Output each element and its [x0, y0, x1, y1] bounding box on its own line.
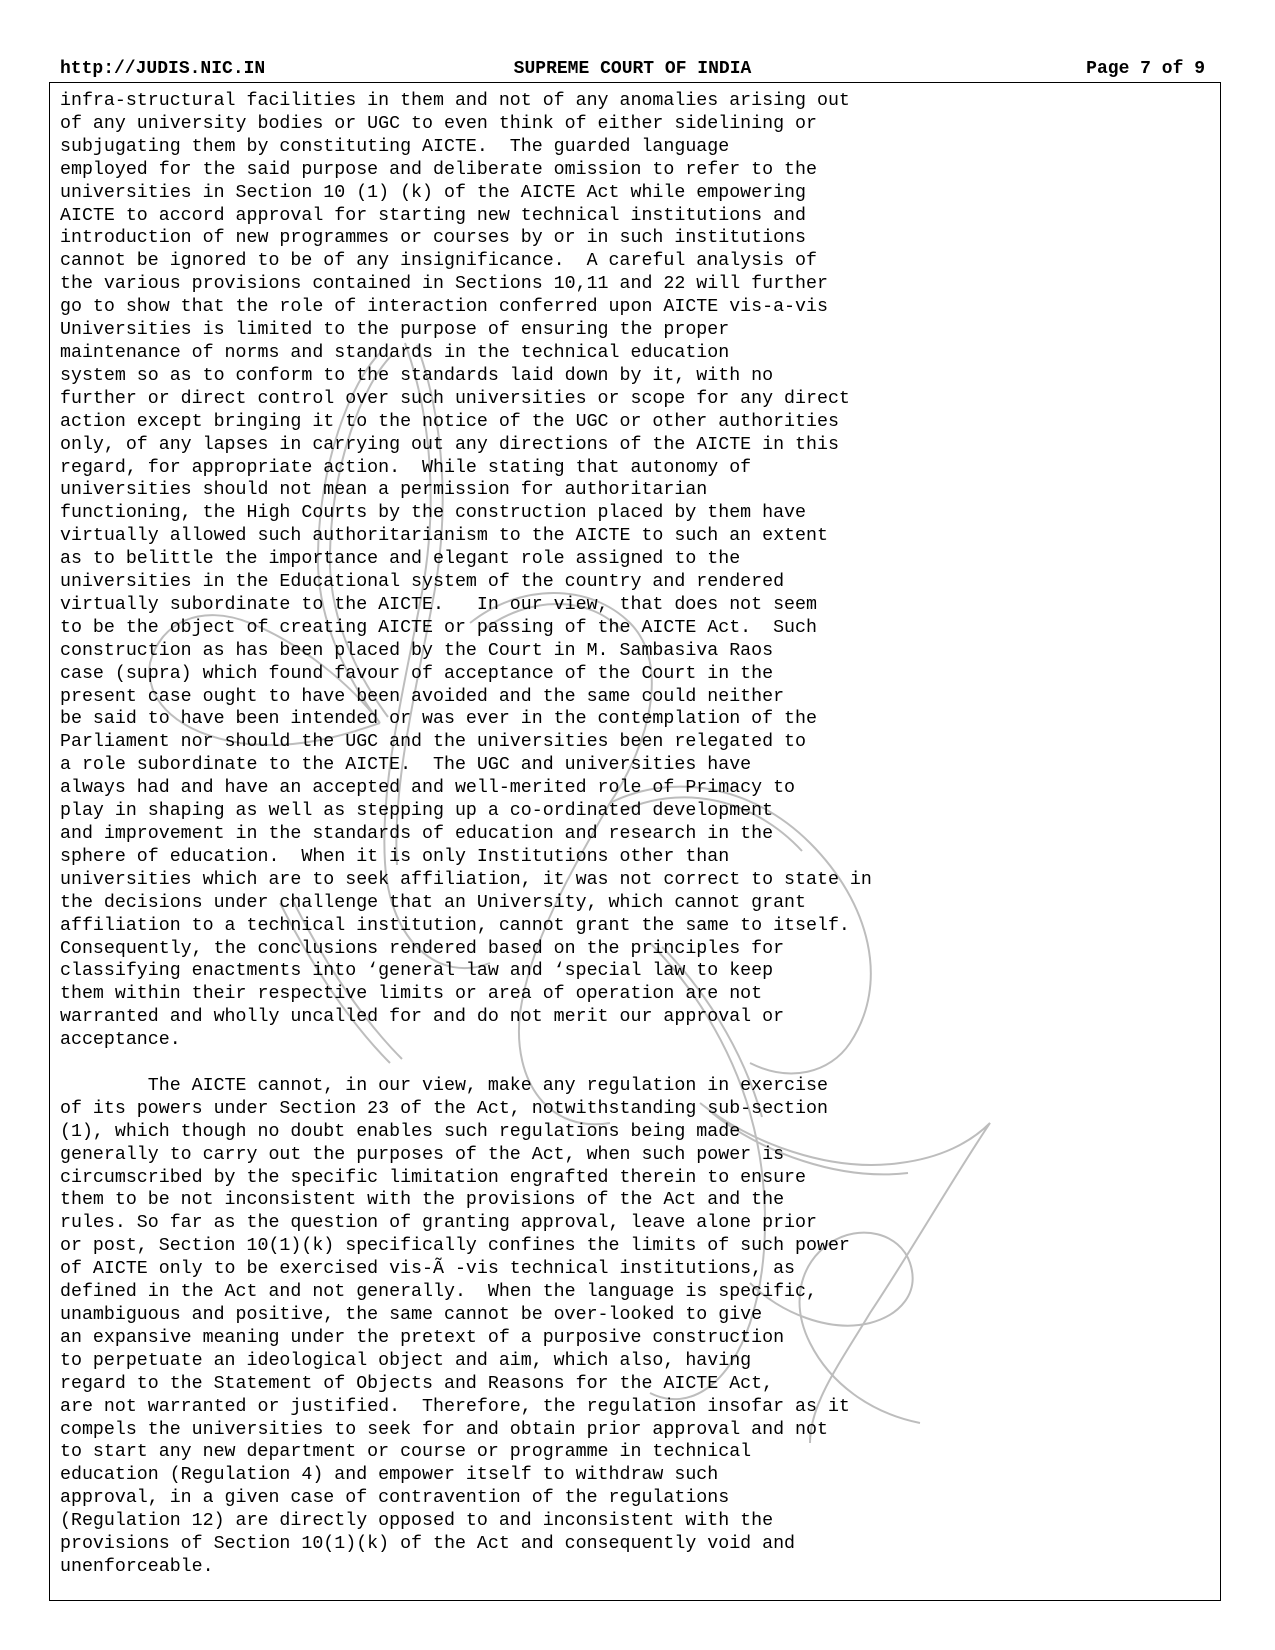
court-name: SUPREME COURT OF INDIA: [513, 59, 752, 79]
judgment-text: [60, 90, 872, 1579]
paragraph: infra-structural facilities in them and not of any anomalies arising out of any university bodies or UGC to even think of either sidelining or subjugating them by constituting AICTE. The guarded language employed for the said purpose and deliberate omission to refer to the universities in Section 10 (1) (k) of the AICTE Act while empowering AICTE to accord approval for starting new technical institutions and introduction of new programmes or courses by or in such institutions cannot be ignored to be of any insignificance. A careful analysis of the various provisions contained in Sections 10,11 and 22 will further go to show that the role of interaction conferred upon AICTE vis-a-vis Universities is limited to the purpose of ensuring the proper maintenance of norms and standards in the technical education system so as to conform to the standards laid down by it, with no further or direct control over such universities or scope for any direct action except bringing it to the notice of the UGC or other authorities only, of any lapses in carrying out any directions of the AICTE in this regard, for appropriate action. While stating that autonomy of universities should not mean a permission for authoritarian functioning, the High Courts by the construction placed by them have virtually allowed such authoritarianism to the AICTE to such an extent as to belittle the importance and elegant role assigned to the universities in the Educational system of the country and rendered virtually subordinate to the AICTE. In our view, that does not seem to be the object of creating AICTE or passing of the AICTE Act. Such construction as has been placed by the Court in M. Sambasiva Raos case (supra) which found favour of acceptance of the Court in the present case ought to have been avoided and the same could neither be said to have been intended or was ever in the contemplation of the Parliament nor should the UGC and the universities been relegated to a role subordinate to the AICTE. The UGC and universities have always had and have an accepted and well-merited role of Primacy to play in shaping as well as stepping up a co-ordinated development and improvement in the standards of education and research in the sphere of education. When it is only Institutions other than universities which are to seek affiliation, it was not correct to state in the decisions under challenge that an University, which cannot grant affiliation to a technical institution, cannot grant the same to itself. Consequently, the conclusions rendered based on the principles for classifying enactments into ‘general law and ‘special law to keep them within their respective limits or area of operation are not warranted and wholly uncalled for and do not merit our approval or acceptance.: [60, 91, 872, 1051]
source-url: http://JUDIS.NIC.IN: [60, 59, 266, 79]
document-frame: [49, 82, 1221, 1601]
paragraph-spacer: [60, 1052, 872, 1075]
page-header: [60, 57, 1205, 81]
paragraph: The AICTE cannot, in our view, make any regulation in exercise of its powers under Section 23 of the Act, notwithstanding sub-section (1), which though no doubt enables such regulations being made generally to carry out the purposes of the Act, when such power is circumscribed by the specific limitation engrafted therein to ensure them to be not inconsistent with the provisions of the Act and the rules. So far as the question of granting approval, leave alone prior or post, Section 10(1)(k) specifically confines the limits of such power of AICTE only to be exercised vis-Ã -vis technical institutions, as defined in the Act and not generally. When the language is specific, unambiguous and positive, the same cannot be over-looked to give an expansive meaning under the pretext of a purposive construction to perpetuate an ideological object and aim, which also, having regard to the Statement of Objects and Reasons for the AICTE Act, are not warranted or justified. Therefore, the regulation insofar as it compels the universities to seek for and obtain prior approval and not to start any new department or course or programme in technical education (Regulation 4) and empower itself to withdraw such approval, in a given case of contravention of the regulations (Regulation 12) are directly opposed to and inconsistent with the provisions of Section 10(1)(k) of the Act and consequently void and unenforceable.: [60, 1075, 850, 1577]
page-number: Page 7 of 9: [1086, 59, 1205, 79]
